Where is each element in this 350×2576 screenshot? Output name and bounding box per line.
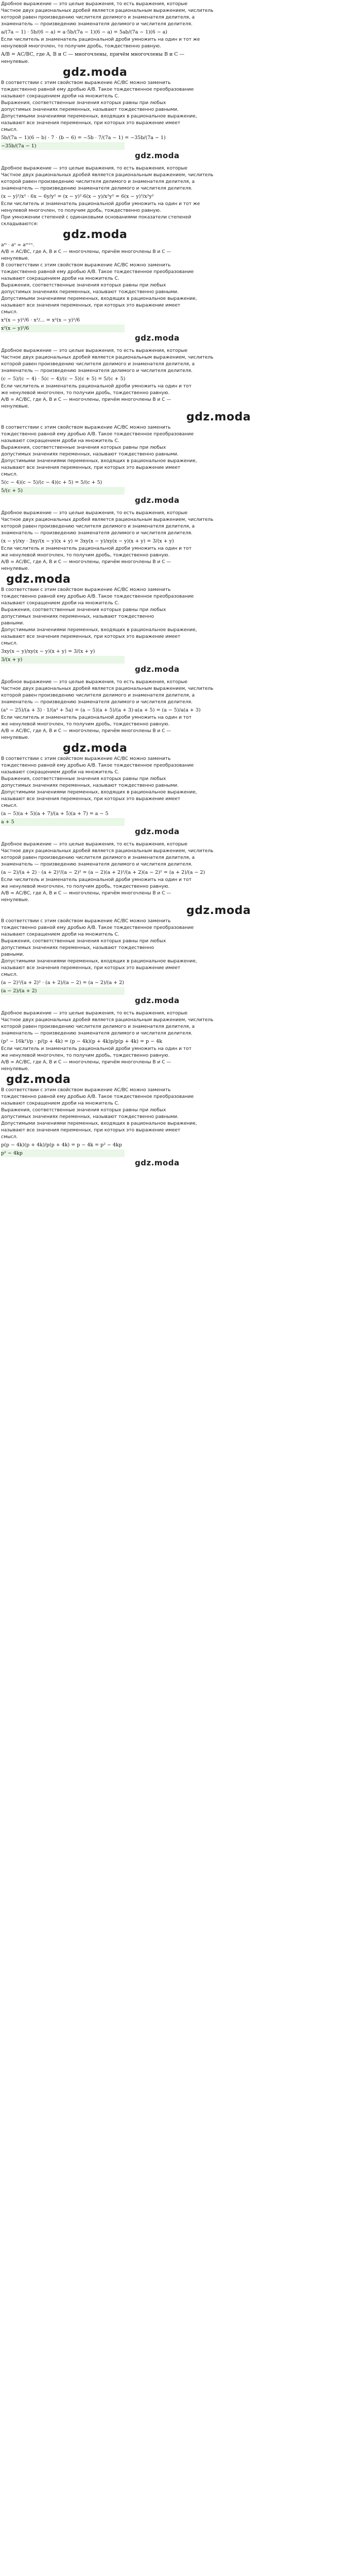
paragraph: ненулевые. [1, 59, 29, 64]
paragraph: тождественно равной ему дробью A/B. Такое тождественное преобразование [1, 925, 194, 930]
watermark: gdz.moda [186, 904, 251, 917]
solution-section [0, 1009, 350, 1172]
watermark: gdz.moda [135, 665, 180, 674]
answer-highlight: a + 5 [1, 818, 125, 826]
paragraph: Если числитель и знаменатель рациональной дроби умножить на один и тот [1, 877, 191, 883]
solution-section [0, 840, 350, 1009]
watermark: gdz.moda [135, 1158, 180, 1167]
paragraph: Дробное выражение — это целые выражения, то есть выражения, которые [1, 511, 188, 516]
paragraph: При умножении степеней с одинаковыми основаниями показатели степеней [1, 215, 191, 220]
paragraph: называют все значения переменных, при которых это выражение имеет [1, 1128, 181, 1133]
solution-sections [0, 164, 350, 1172]
paragraph: тождественно равной ему дробью A/B. Такое тождественное преобразование [1, 594, 194, 599]
paragraph: знаменатель — произведению знаменателя делимого и числителя делителя. [1, 368, 192, 374]
paragraph: допустимых значениях переменных, называют тождественно равными. [1, 1114, 179, 1120]
paragraph: Выражения, соответственные значения которых равны при любых [1, 607, 166, 613]
paragraph: складываются: [1, 222, 39, 227]
equation: (c − 5)/(c − 4) · 5(c − 4)/(c − 5)(c + 5) = 5/(c + 5) [1, 376, 126, 382]
paragraph: Частное двух рациональных дробей является рациональным выражением, числитель [1, 517, 214, 522]
paragraph: Допустимыми значениями переменных, входящих в рациональное выражение, [1, 296, 197, 301]
paragraph: допустимых значениях переменных, называют тождественно [1, 945, 154, 951]
watermark: gdz.moda [135, 827, 180, 836]
paragraph: равными. [1, 952, 25, 957]
paragraph: которой равен произведению числителя делимого и знаменателя делителя, а [1, 693, 195, 698]
paragraph: знаменатель — произведению знаменателя делимого и числителя делителя. [1, 862, 192, 867]
equation: (x − y)²/x² · 6x − 6y/y² = (x − y)²·6(x − y)/x²y² = 6(x − y)³/x²y² [1, 194, 154, 199]
paragraph: Допустимыми значениями переменных, входящих в рациональное выражение, [1, 114, 197, 119]
watermark: gdz.moda [135, 151, 180, 160]
watermark: gdz.moda [6, 1073, 71, 1086]
paragraph: смысл. [1, 1134, 18, 1140]
watermark: gdz.moda [63, 66, 128, 79]
paragraph: Дробное выражение — это целые выражения, то есть выражения, которые [1, 842, 188, 847]
paragraph: смысл. [1, 803, 18, 808]
rule-formula: A/B = AC/BC, где A, B и C — многочлены, причём многочлены B и C — [1, 52, 185, 57]
paragraph: ненулевые. [1, 735, 29, 740]
paragraph: A/B = AC/BC, где A, B и C — многочлены, причём многочлены B и C — [1, 891, 171, 896]
paragraph: Если числитель и знаменатель рациональной дроби умножить на один и тот [1, 1046, 191, 1052]
paragraph: которой равен произведению числителя делимого и знаменателя делителя, а [1, 15, 195, 20]
paragraph: знаменатель — произведению знаменателя делимого и числителя делителя. [1, 531, 192, 536]
paragraph: A/B = AC/BC, где A, B и C — многочлены, причём многочлены B и C — [1, 249, 171, 255]
paragraph: Частное двух рациональных дробей является рациональным выражением, числитель [1, 173, 214, 178]
paragraph: В соответствии с этим свойством выражение AC/BC можно заменить [1, 1088, 171, 1093]
paragraph: В соответствии с этим свойством выражение AC/BC можно заменить [1, 263, 171, 268]
paragraph: называют сокращением дроби на множитель C. [1, 276, 119, 281]
equation: a/(7a − 1) · 5b/(6 − a) = a·5b/(7a − 1)(6 − a) = 5ab/(7a − 1)(6 − a) [1, 29, 168, 35]
intro-block [0, 0, 350, 164]
answer-highlight: p² − 4kp [1, 1149, 125, 1157]
paragraph: Допустимыми значениями переменных, входящих в рациональное выражение, [1, 459, 197, 464]
paragraph: которой равен произведению числителя делимого и знаменателя делителя, а [1, 1024, 195, 1029]
solution-section [0, 347, 350, 509]
watermark: gdz.moda [186, 411, 251, 423]
paragraph: же ненулевой многочлен, то получим дробь, тождественно равную. [1, 1053, 170, 1058]
equation: (a − 2)/(a + 2) · (a + 2)²/(a − 2)² = (a − 2)(a + 2)²/(a + 2)(a − 2)² = (a + 2)/(a − 2) [1, 870, 205, 875]
paragraph: Дробное выражение — это целые выражения, то есть выражения, которые [1, 166, 188, 171]
answer-highlight: 3/(x + y) [1, 656, 125, 664]
paragraph: смысл. [1, 310, 18, 315]
paragraph: называют все значения переменных, при которых это выражение имеет [1, 965, 181, 971]
paragraph: ненулевые. [1, 566, 29, 571]
equation: p(p − 4k)(p + 4k)/p(p + 4k) = p − 4k = p² − 4kp [1, 1142, 122, 1148]
paragraph: В соответствии с этим свойством выражение AC/BC можно заменить [1, 756, 171, 761]
paragraph: которой равен произведению числителя делимого и знаменателя делителя, а [1, 179, 195, 184]
paragraph: Частное двух рациональных дробей является рациональным выражением, числитель [1, 686, 214, 691]
paragraph: ненулевой многочлен, то получим дробь, тождественно равную. [1, 208, 161, 213]
paragraph: Выражения, соответственные значения которых равны при любых [1, 100, 166, 106]
watermark: gdz.moda [6, 573, 71, 586]
answer-highlight: −35b/(7a − 1) [1, 142, 125, 150]
paragraph: aᵐ · aⁿ = aᵐ⁺ⁿ. [1, 243, 34, 248]
paragraph: называют сокращением дроби на множитель C. [1, 1101, 119, 1106]
paragraph: Если числитель и знаменатель рациональной дроби умножить на один и тот [1, 384, 191, 389]
paragraph: ненулевые. [1, 1066, 29, 1072]
paragraph: Допустимыми значениями переменных, входящих в рациональное выражение, [1, 628, 197, 633]
paragraph: допустимых значениях переменных, называют тождественно [1, 614, 154, 619]
paragraph: же ненулевой многочлен, то получим дробь, тождественно равную. [1, 391, 170, 396]
paragraph: называют сокращением дроби на множитель C. [1, 94, 119, 99]
paragraph: же ненулевой многочлен, то получим дробь, тождественно равную. [1, 884, 170, 889]
paragraph: знаменатель — произведению знаменателя делимого и числителя делителя. [1, 1031, 192, 1036]
paragraph: Частное двух рациональных дробей является рациональным выражением, числитель [1, 355, 214, 360]
paragraph: называют сокращением дроби на множитель C. [1, 770, 119, 775]
watermark: gdz.moda [63, 228, 128, 241]
answer-highlight: (a − 2)/(a + 2) [1, 987, 125, 995]
paragraph: называют все значения переменных, при которых это выражение имеет [1, 121, 181, 126]
answer-highlight: 5/(c + 5) [1, 487, 125, 495]
watermark: gdz.moda [135, 996, 180, 1005]
paragraph: смысл. [1, 472, 18, 477]
solution-section [0, 509, 350, 678]
paragraph: смысл. [1, 641, 18, 646]
equation: (a − 5)(a + 5)(a + 7)/(a + 5)(a + 7) = a − 5 [1, 811, 109, 817]
paragraph: называют сокращением дроби на множитель C. [1, 932, 119, 937]
paragraph: равными. [1, 621, 25, 626]
paragraph: тождественно равной ему дробью A/B. Такое тождественное преобразование [1, 763, 194, 768]
paragraph: A/B = AC/BC, где A, B и C — многочлены, причём многочлены B и C — [1, 397, 171, 402]
paragraph: Дробное выражение — это целые выражения, то есть выражения, которые [1, 2, 188, 7]
paragraph: Если числитель и знаменатель рациональной дроби умножить на один и тот [1, 715, 191, 720]
paragraph: тождественно равной ему дробью A/B. Такое тождественное преобразование [1, 1094, 194, 1099]
paragraph: допустимых значениях переменных, называют тождественно равными. [1, 452, 179, 457]
paragraph: ненулевые. [1, 256, 29, 261]
paragraph: В соответствии с этим свойством выражение AC/BC можно заменить [1, 919, 171, 924]
paragraph: допустимых значениях переменных, называют тождественно равными. [1, 783, 179, 788]
solution-section [0, 164, 350, 347]
paragraph: A/B = AC/BC, где A, B и C — многочлены, причём многочлены B и C — [1, 1060, 171, 1065]
paragraph: называют все значения переменных, при которых это выражение имеет [1, 465, 181, 470]
paragraph: Допустимыми значениями переменных, входящих в рациональное выражение, [1, 1121, 197, 1126]
paragraph: В соответствии с этим свойством выражение AC/BC можно заменить [1, 425, 171, 430]
paragraph: допустимых значениях переменных, называют тождественно равными. [1, 290, 179, 295]
equation: (a² − 25)/(a + 3) · 1/(a² + 5a) = (a − 5)(a + 5)/(a + 3)·a(a + 5) = (a − 5)/a(a + 3) [1, 707, 201, 713]
equation: 3xy(x − y)/xy(x − y)(x + y) = 3/(x + y) [1, 649, 95, 654]
equation: x²(x − y)²/6 · x²/... = x²(x − y)²/6 [1, 317, 80, 323]
paragraph: Дробное выражение — это целые выражения, то есть выражения, которые [1, 348, 188, 353]
paragraph: Частное двух рациональных дробей является рациональным выражением, числитель [1, 1018, 214, 1023]
paragraph: называют все значения переменных, при которых это выражение имеет [1, 303, 181, 308]
watermark: gdz.moda [135, 333, 180, 343]
paragraph: Если числитель и знаменатель рациональной дроби умножить на один и тот же [1, 201, 200, 207]
paragraph: тождественно равной ему дробью A/B. Такое тождественное преобразование [1, 432, 194, 437]
paragraph: называют сокращением дроби на множитель C. [1, 438, 119, 444]
paragraph: называют все значения переменных, при которых это выражение имеет [1, 796, 181, 802]
paragraph: знаменатель — произведению знаменателя делимого и числителя делителя. [1, 22, 192, 27]
paragraph: ненулевые. [1, 404, 29, 409]
paragraph: Если числитель и знаменатель рациональной дроби умножить на один и тот [1, 546, 191, 551]
watermark: gdz.moda [63, 742, 128, 755]
paragraph: смысл. [1, 972, 18, 977]
paragraph: Дробное выражение — это целые выражения, то есть выражения, которые [1, 1011, 188, 1016]
paragraph: знаменатель — произведению знаменателя делимого и числителя делителя. [1, 186, 192, 191]
solution-section [0, 678, 350, 840]
paragraph: ненулевой многочлен, то получим дробь, тождественно равную. [1, 44, 161, 49]
paragraph: A/B = AC/BC, где A, B и C — многочлены, причём многочлены B и C — [1, 728, 171, 734]
paragraph: Выражения, соответственные значения которых равны при любых [1, 776, 166, 782]
answer-highlight: x²(x − y)²/6 [1, 325, 125, 332]
paragraph: которой равен произведению числителя делимого и знаменателя делителя, а [1, 362, 195, 367]
paragraph: Выражения, соответственные значения которых равны при любых [1, 1108, 166, 1113]
paragraph: ненулевые. [1, 897, 29, 903]
paragraph: Выражения, соответственные значения которых равны при любых [1, 445, 166, 450]
paragraph: называют все значения переменных, при которых это выражение имеет [1, 634, 181, 639]
paragraph: тождественно равной ему дробью A/B. Такое тождественное преобразование [1, 269, 194, 275]
paragraph: Дробное выражение — это целые выражения, то есть выражения, которые [1, 680, 188, 685]
equation: 5(c − 4)(c − 5)/(c − 4)(c + 5) = 5/(c + 5) [1, 480, 102, 485]
paragraph: Выражения, соответственные значения которых равны при любых [1, 283, 166, 288]
paragraph: знаменатель — произведению знаменателя делимого и числителя делителя. [1, 700, 192, 705]
paragraph: Допустимыми значениями переменных, входящих в рациональное выражение, [1, 790, 197, 795]
paragraph: Частное двух рациональных дробей является рациональным выражением, числитель [1, 849, 214, 854]
equation: (a − 2)²/(a + 2)² · (a + 2)/(a − 2) = (a − 2)/(a + 2) [1, 980, 124, 986]
equation: (x − y)/xy · 3xy/(x − y)(x + y) = 3xy(x − y)/xy(x − y)(x + y) = 3/(x + y) [1, 538, 174, 544]
paragraph: которой равен произведению числителя делимого и знаменателя делителя, а [1, 524, 195, 529]
paragraph: Выражения, соответственные значения которых равны при любых [1, 939, 166, 944]
equation: (p² − 16k²)/p · p/(p + 4k) = (p − 4k)(p + 4k)p/p(p + 4k) = p − 4k [1, 1039, 162, 1044]
paragraph: же ненулевой многочлен, то получим дробь, тождественно равную. [1, 553, 170, 558]
paragraph: смысл. [1, 127, 18, 132]
paragraph: Допустимыми значениями переменных, входящих в рациональное выражение, [1, 959, 197, 964]
paragraph: В соответствии с этим свойством выражение AC/BC можно заменить [1, 80, 171, 86]
equation: 5b/(7a − 1)(6 − b) · 7 · (b − 6) = −5b · 7/(7a − 1) = −35b/(7a − 1) [1, 135, 166, 141]
paragraph: же ненулевой многочлен, то получим дробь, тождественно равную. [1, 722, 170, 727]
paragraph: которой равен произведению числителя делимого и знаменателя делителя, а [1, 855, 195, 860]
paragraph: Если числитель и знаменатель рациональной дроби умножить на один и тот же [1, 37, 200, 42]
paragraph: A/B = AC/BC, где A, B и C — многочлены, причём многочлены B и C — [1, 560, 171, 565]
paragraph: называют сокращением дроби на множитель C. [1, 601, 119, 606]
paragraph: тождественно равной ему дробью A/B. Такое тождественное преобразование [1, 87, 194, 92]
watermark: gdz.moda [135, 496, 180, 505]
paragraph: В соответствии с этим свойством выражение AC/BC можно заменить [1, 587, 171, 592]
paragraph: Частное двух рациональных дробей является рациональным выражением, числитель [1, 8, 214, 13]
paragraph: допустимых значениях переменных, называют тождественно равными. [1, 107, 179, 112]
